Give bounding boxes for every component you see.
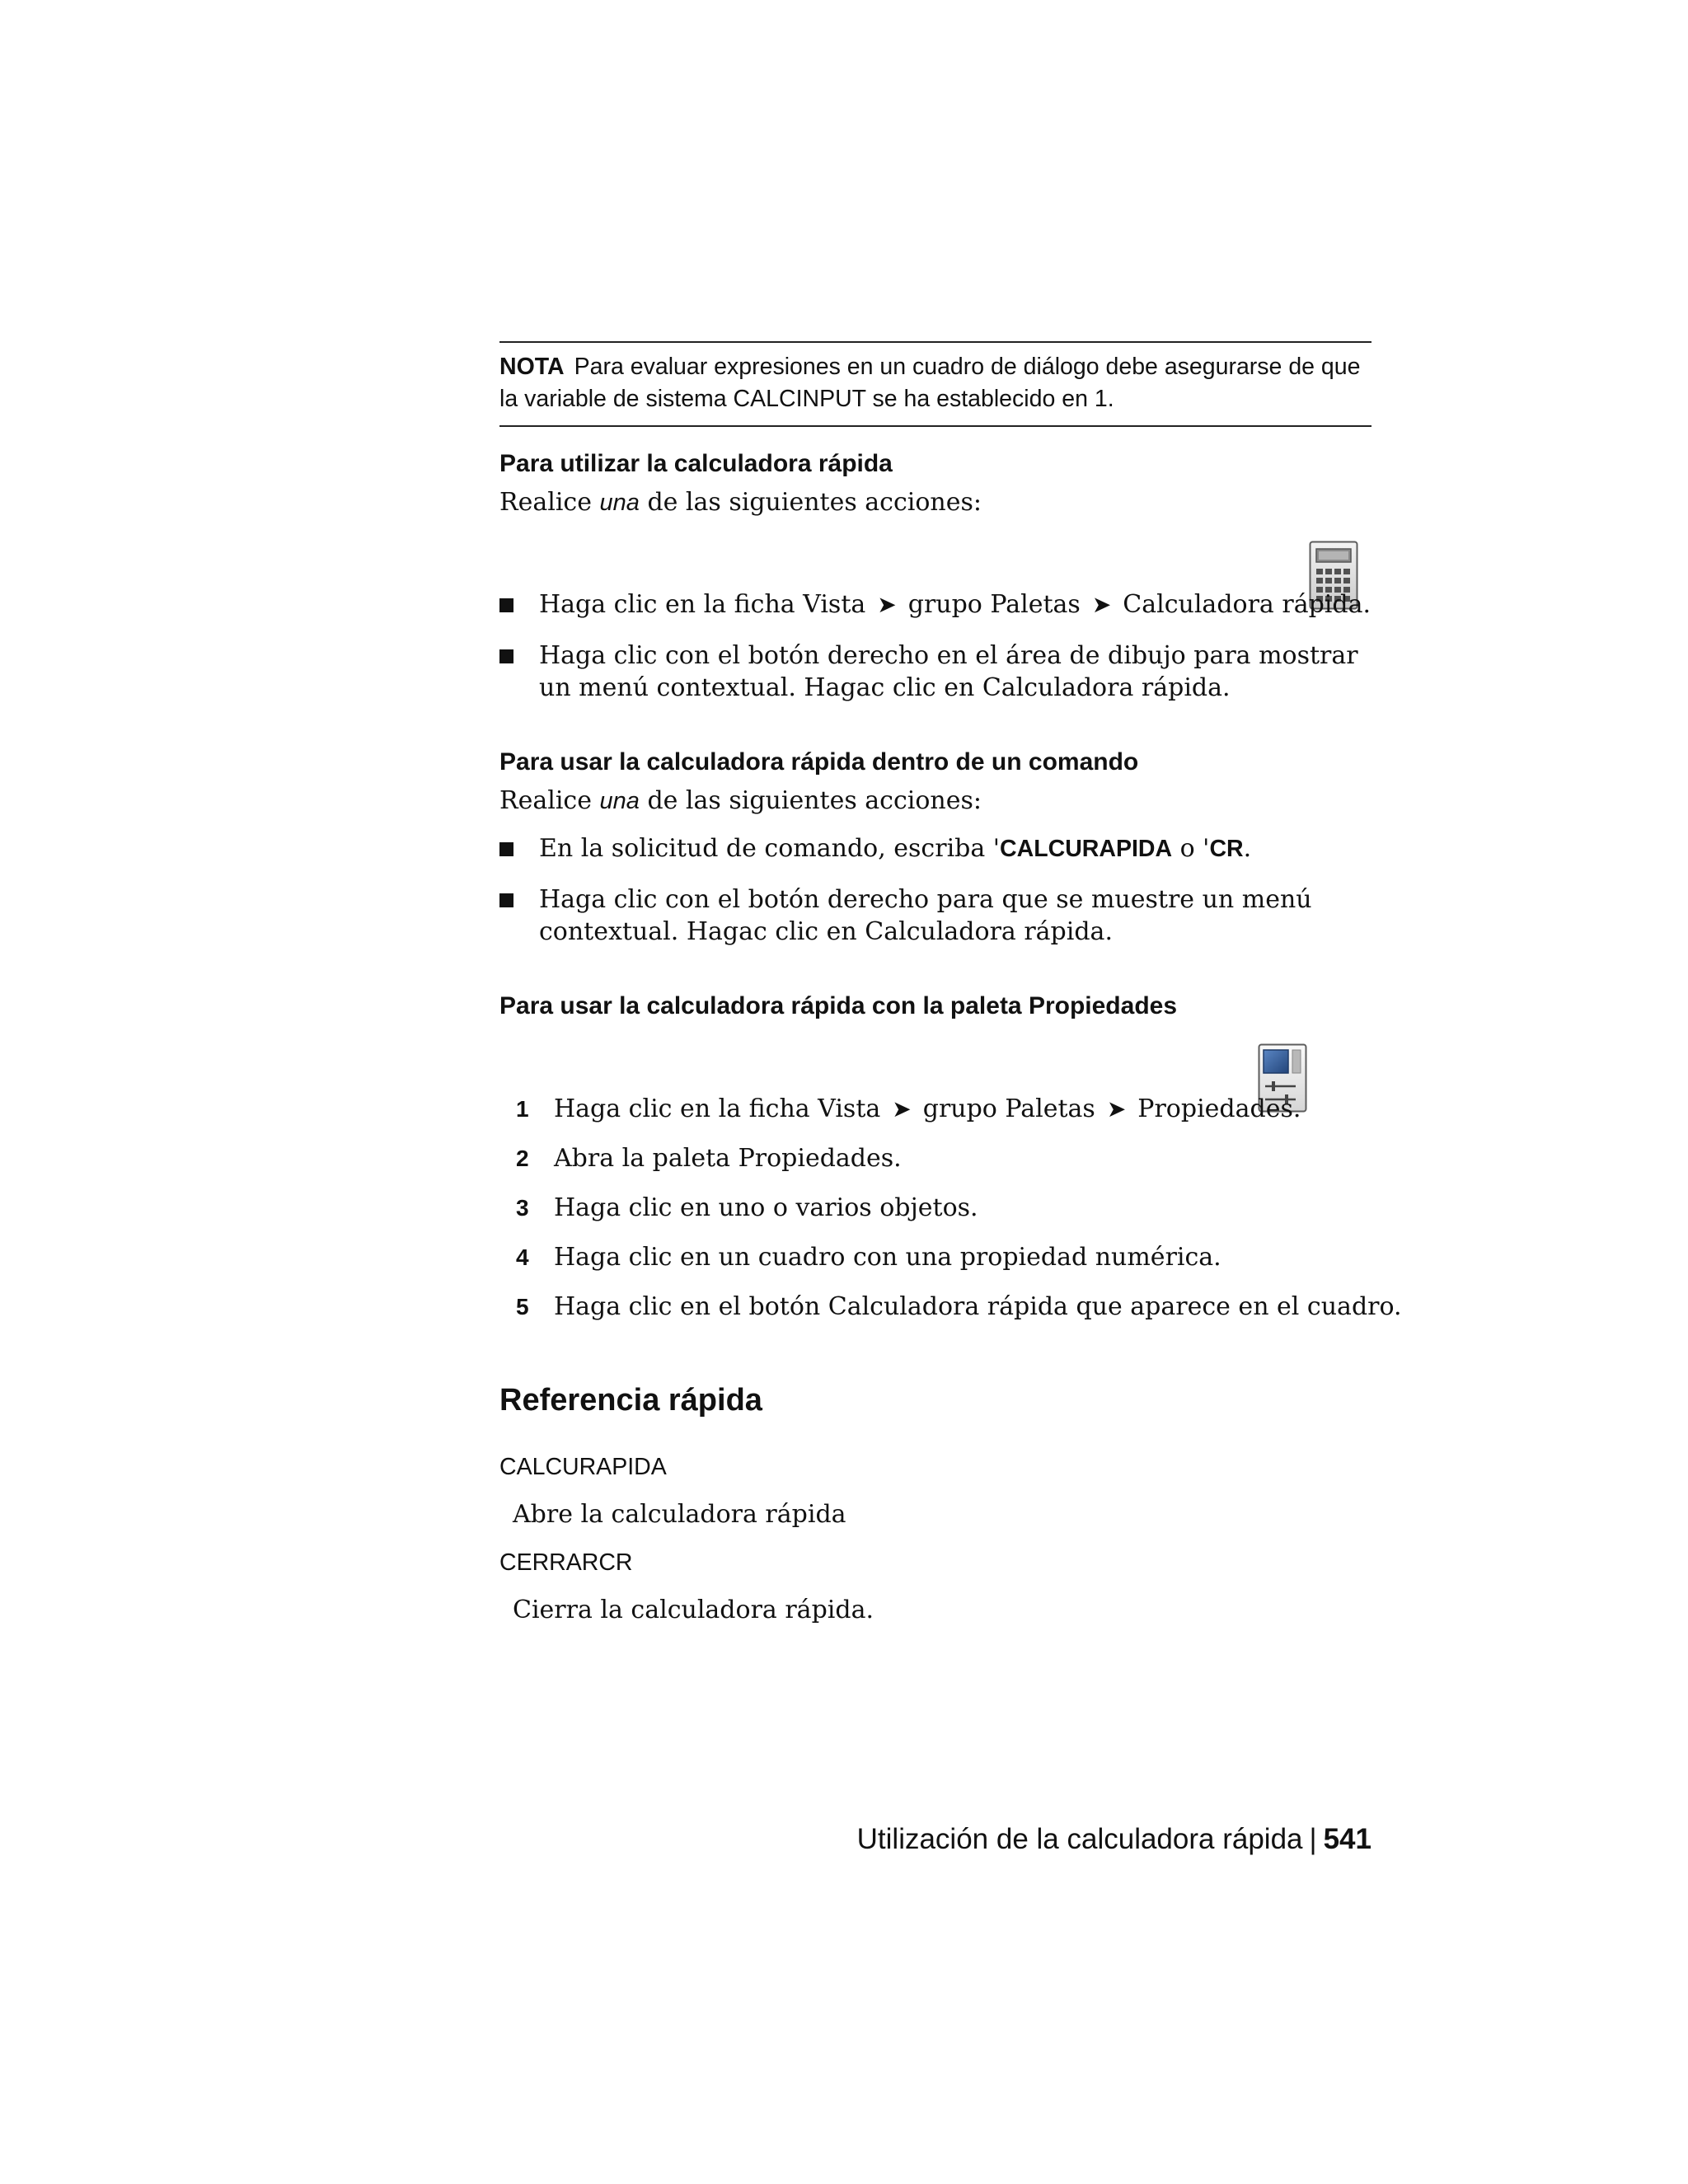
reference-command: CERRARCR — [499, 1549, 633, 1576]
reference-command: CALCURAPIDA — [499, 1454, 667, 1480]
note-text: Para evaluar expresiones en un cuadro de diálogo debe asegurarse de que la variable de sistema CALCINPUT se ha establecido en 1. — [499, 354, 1361, 412]
page-footer — [857, 1823, 1372, 1856]
step-item — [499, 1142, 1373, 1174]
bullet-square-icon — [499, 649, 513, 663]
section-intro — [499, 488, 982, 517]
quick-reference-title: Referencia rápida — [499, 1383, 762, 1418]
bullet-text: En la solicitud de comando, escriba ' — [539, 834, 1001, 863]
arrow-right-icon: ➤ — [892, 1095, 912, 1122]
step-number: 2 — [516, 1146, 529, 1171]
step-text: Haga clic en la ficha Vista — [554, 1094, 881, 1123]
list-item — [499, 832, 1373, 865]
intro-emphasis: una — [599, 490, 640, 516]
bullet-text: grupo Paletas — [907, 590, 1081, 619]
step-text: Abra la paleta Propiedades. — [554, 1144, 902, 1173]
arrow-right-icon: ➤ — [1106, 1095, 1127, 1122]
step-text: Propiedades. — [1137, 1094, 1301, 1123]
note-label: NOTA — [499, 354, 565, 380]
bullet-text: Haga clic con el botón derecho en el área de dibujo para mostrar un menú contextual. Hagac clic en Calculadora rápida. — [539, 641, 1358, 702]
step-number: 4 — [516, 1244, 529, 1270]
step-number: 5 — [516, 1294, 529, 1319]
intro-text: de las siguientes acciones: — [639, 786, 982, 815]
bullet-square-icon — [499, 842, 513, 856]
arrow-right-icon: ➤ — [877, 591, 897, 618]
section-intro — [499, 786, 982, 815]
section-heading-calculator-in-command: Para usar la calculadora rápida dentro de un comando — [499, 748, 1139, 776]
footer-separator: | — [1309, 1823, 1317, 1855]
intro-emphasis: una — [599, 788, 640, 814]
step-item — [499, 1093, 1373, 1125]
intro-text: Realice — [499, 786, 600, 815]
bullet-square-icon — [499, 893, 513, 907]
footer-chapter-title: Utilización de la calculadora rápida — [856, 1823, 1303, 1855]
step-item — [499, 1192, 1373, 1224]
step-number: 1 — [516, 1096, 529, 1122]
step-text: Haga clic en uno o varios objetos. — [554, 1193, 978, 1222]
bullet-text: Haga clic con el botón derecho para que se muestre un menú contextual. Hagac clic en Calculadora rápida. — [539, 885, 1312, 946]
bullet-text: o ' — [1172, 834, 1210, 863]
section-heading-calculator-properties: Para usar la calculadora rápida con la paleta Propiedades — [499, 992, 1178, 1019]
step-item — [499, 1291, 1402, 1323]
step-number: 3 — [516, 1195, 529, 1221]
note-box — [499, 341, 1372, 427]
step-item — [499, 1241, 1373, 1273]
list-item — [499, 883, 1373, 948]
section-heading-use-calculator: Para utilizar la calculadora rápida — [499, 450, 893, 477]
reference-description: Cierra la calculadora rápida. — [513, 1596, 874, 1624]
command-name: CALCURAPIDA — [1000, 836, 1173, 862]
step-text: Haga clic en el botón Calculadora rápida que aparece en el cuadro. — [554, 1292, 1402, 1321]
reference-description: Abre la calculadora rápida — [513, 1500, 846, 1529]
command-name: CR — [1209, 836, 1244, 862]
list-item — [499, 640, 1373, 704]
step-text: grupo Paletas — [922, 1094, 1095, 1123]
arrow-right-icon: ➤ — [1091, 591, 1112, 618]
intro-text: Realice — [499, 488, 600, 517]
bullet-text: Haga clic en la ficha Vista — [539, 590, 866, 619]
page-number: 541 — [1323, 1823, 1372, 1855]
list-item — [499, 588, 1373, 621]
intro-text: de las siguientes acciones: — [639, 488, 982, 517]
bullet-text: . — [1243, 834, 1252, 863]
bullet-text: Calculadora rápida. — [1123, 590, 1371, 619]
step-text: Haga clic en un cuadro con una propiedad numérica. — [554, 1243, 1221, 1272]
bullet-square-icon — [499, 598, 513, 612]
